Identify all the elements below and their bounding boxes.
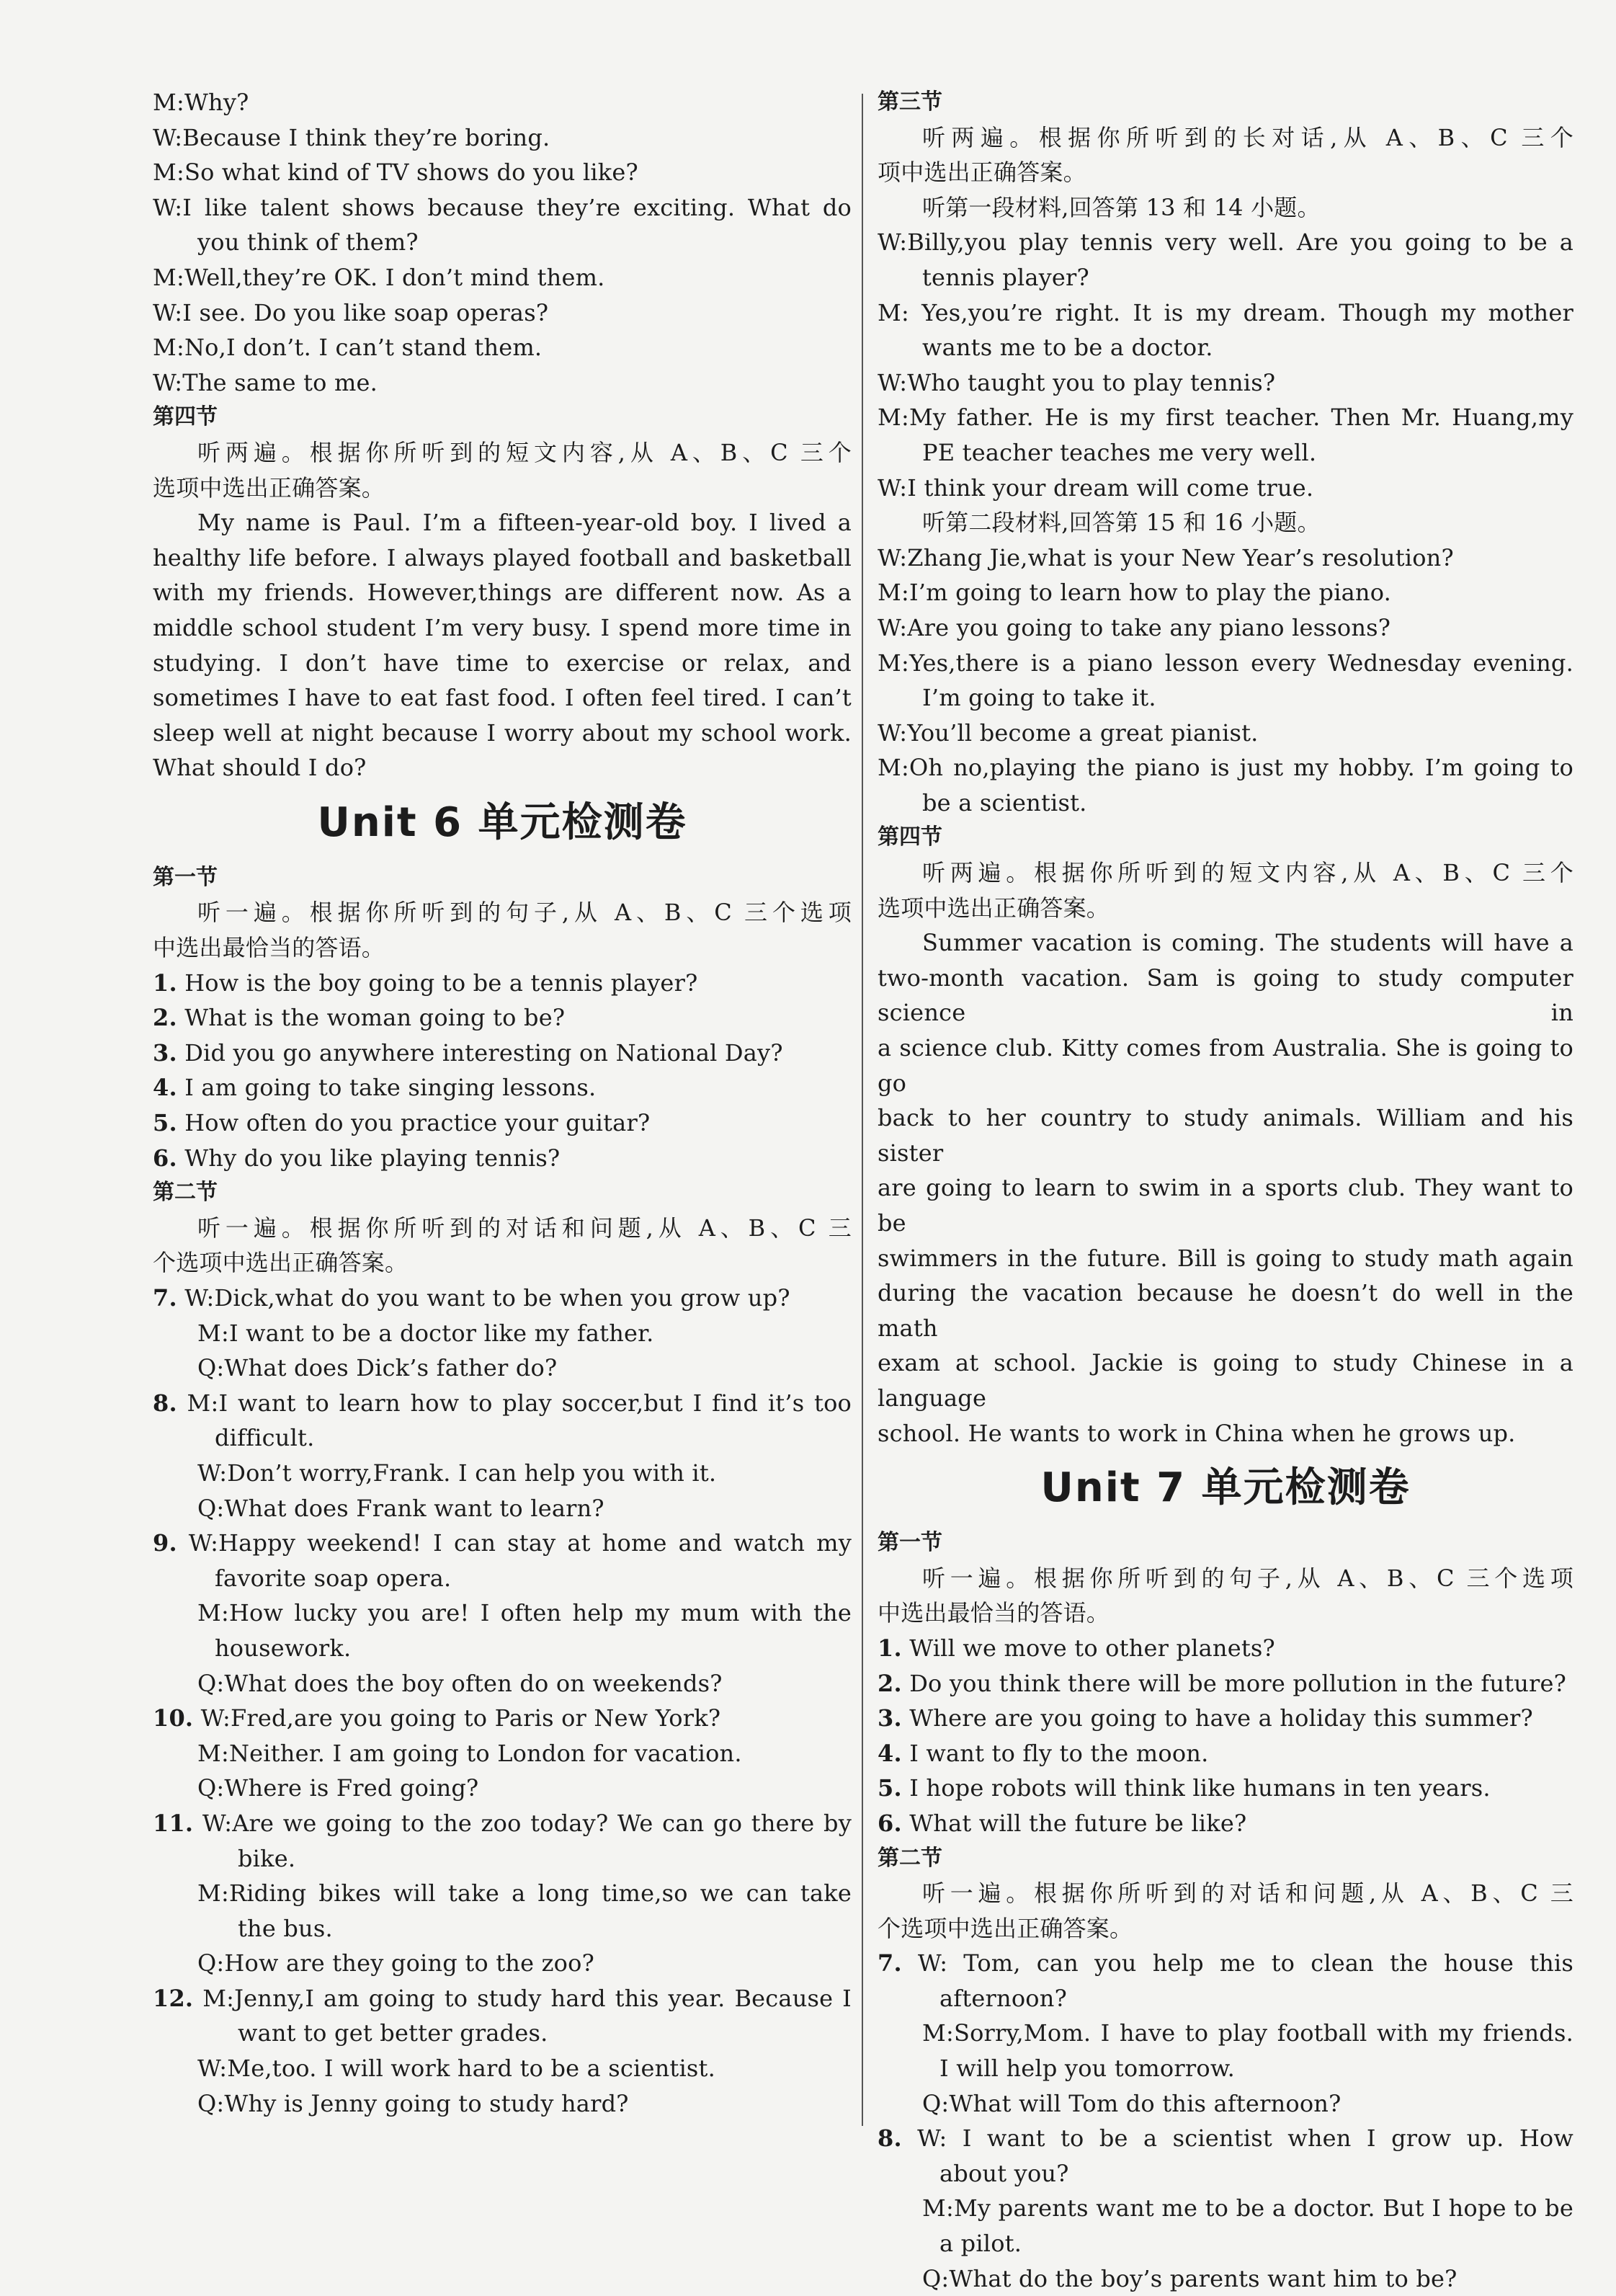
text-line: 听第二段材料,回答第 15 和 16 小题。	[922, 509, 1321, 537]
text-line: about you?	[939, 2159, 1069, 2187]
text-line: want to get better grades.	[238, 2019, 548, 2047]
text-line: 听一遍。根据你所听到的句子,从 A、B、C 三个选项	[197, 899, 852, 927]
text-line: tennis player?	[922, 263, 1089, 291]
numbered-item	[878, 1946, 1573, 1981]
numbered-item	[153, 1701, 852, 1736]
text-line: W:Zhang Jie,what is your New Year’s resolution?	[878, 543, 1454, 571]
item-text: What is the woman going to be?	[184, 1004, 566, 1032]
item-number: 7.	[153, 1284, 177, 1312]
numbered-item	[153, 1141, 852, 1176]
item-text: W: Tom, can you help me to clean the house this	[917, 1949, 1573, 1977]
item-number: 5.	[153, 1109, 177, 1137]
item-number: 12.	[153, 1984, 194, 2012]
item-number: 4.	[153, 1074, 177, 1102]
text-line: Q:What does Frank want to learn?	[197, 1494, 604, 1522]
text-line: M:Oh no,playing the piano is just my hobby. I’m going to	[878, 754, 1573, 782]
text-line: M: Yes,you’re right. It is my dream. Though my mother	[878, 298, 1573, 326]
unit-heading: Unit 7 单元检测卷	[1040, 1464, 1411, 1512]
text-line: sometimes I have to eat fast food. I often feel tired. I can’t	[153, 684, 852, 712]
numbered-item	[153, 1386, 852, 1421]
text-line: W:Billy,you play tennis very well. Are you going to be a	[878, 228, 1573, 257]
text-line: with my friends. However,things are different now. As a	[153, 579, 852, 607]
section-heading: 第二节	[153, 1180, 218, 1206]
text-line: Q:What will Tom do this afternoon?	[922, 2089, 1342, 2117]
numbered-item	[153, 966, 852, 1001]
numbered-item	[153, 1526, 852, 1561]
text-line: Q:What does the boy often do on weekends?	[197, 1669, 723, 1697]
text-line: a science club. Kitty comes from Australia. She is going to go	[878, 1034, 1573, 1097]
numbered-item	[878, 1631, 1573, 1666]
item-text: Will we move to other planets?	[909, 1634, 1275, 1662]
text-line: middle school student I’m very busy. I spend more time in	[153, 613, 852, 641]
text-line: My name is Paul. I’m a fifteen-year-old boy. I lived a	[197, 509, 852, 537]
text-line: M:I’m going to learn how to play the piano.	[878, 579, 1391, 607]
section-heading: 第二节	[878, 1845, 942, 1871]
text-line: M:Yes,there is a piano lesson every Wednesday evening.	[878, 649, 1573, 677]
text-line: M:My parents want me to be a doctor. But I hope to be	[922, 2194, 1573, 2222]
section-heading: 第一节	[153, 864, 218, 890]
item-text: How is the boy going to be a tennis player?	[184, 969, 698, 997]
item-text: Why do you like playing tennis?	[184, 1144, 561, 1172]
item-number: 7.	[878, 1949, 902, 1977]
text-line: W:I think your dream will come true.	[878, 473, 1314, 502]
text-line: a pilot.	[939, 2230, 1022, 2258]
item-number: 9.	[153, 1529, 177, 1557]
text-line: W:I like talent shows because they’re exciting. What do	[153, 193, 852, 221]
text-line: be a scientist.	[922, 788, 1087, 816]
item-number: 2.	[878, 1669, 902, 1697]
numbered-item	[878, 1666, 1573, 1701]
numbered-item	[153, 1281, 852, 1316]
item-text: W:Dick,what do you want to be when you grow up?	[184, 1284, 790, 1312]
text-line: back to her country to study animals. William and his sister	[878, 1104, 1573, 1167]
text-line: W:You’ll become a great pianist.	[878, 718, 1259, 747]
text-line: M:How lucky you are! I often help my mum with the	[197, 1599, 852, 1627]
item-text: I want to fly to the moon.	[909, 1739, 1209, 1767]
numbered-item	[153, 1105, 852, 1141]
text-line: M:Sorry,Mom. I have to play football with my friends.	[922, 2019, 1573, 2047]
item-number: 4.	[878, 1739, 902, 1767]
text-line: PE teacher teaches me very well.	[922, 438, 1317, 466]
text-line: 选项中选出正确答案。	[153, 473, 385, 502]
numbered-item	[153, 1070, 852, 1105]
unit-heading: Unit 6 单元检测卷	[317, 798, 687, 846]
item-text: M:I want to learn how to play soccer,but I find it’s too	[187, 1389, 852, 1417]
text-line: M:My father. He is my first teacher. Then Mr. Huang,my	[878, 404, 1573, 432]
item-text: I am going to take singing lessons.	[184, 1074, 597, 1102]
text-line: sleep well at night because I worry about my school work.	[153, 718, 852, 747]
text-line: M:Well,they’re OK. I don’t mind them.	[153, 263, 605, 291]
text-line: Q:Why is Jenny going to study hard?	[197, 2089, 629, 2117]
text-line: W:Don’t worry,Frank. I can help you with it.	[197, 1459, 717, 1487]
text-line: exam at school. Jackie is going to study Chinese in a language	[878, 1349, 1573, 1412]
text-line: two-month vacation. Sam is going to study computer science in	[878, 964, 1573, 1027]
item-number: 6.	[153, 1144, 177, 1172]
text-line: Q:Where is Fred going?	[197, 1774, 479, 1802]
item-number: 1.	[153, 969, 177, 997]
text-line: W:Me,too. I will work hard to be a scientist.	[197, 2055, 715, 2083]
numbered-item	[878, 2121, 1573, 2156]
item-text: How often do you practice your guitar?	[184, 1109, 651, 1137]
left-column	[153, 85, 852, 2121]
item-number: 3.	[878, 1704, 902, 1732]
section-heading: 第三节	[878, 89, 942, 115]
text-line: healthy life before. I always played football and basketball	[153, 543, 852, 571]
item-text: W:Happy weekend! I can stay at home and watch my	[188, 1529, 852, 1557]
item-text: I hope robots will think like humans in ten years.	[909, 1774, 1491, 1802]
item-text: M:Jenny,I am going to study hard this year. Because I	[202, 1984, 852, 2012]
numbered-item	[878, 1771, 1573, 1806]
item-number: 1.	[878, 1634, 902, 1662]
text-line: M:So what kind of TV shows do you like?	[153, 159, 638, 187]
text-line: 听两遍。根据你所听到的长对话,从 A、B、C 三个	[922, 123, 1573, 151]
text-line: W:Are you going to take any piano lessons?	[878, 613, 1391, 641]
text-line: 中选出最恰当的答语。	[153, 934, 385, 962]
text-line: afternoon?	[939, 1984, 1067, 2012]
numbered-item	[153, 1981, 852, 2016]
text-line: W:I see. Do you like soap operas?	[153, 298, 549, 326]
item-number: 8.	[878, 2124, 902, 2153]
text-line: wants me to be a doctor.	[922, 334, 1213, 362]
text-line: W:The same to me.	[153, 368, 378, 396]
item-text: W: I want to be a scientist when I grow up. How	[917, 2124, 1573, 2153]
text-line: M:No,I don’t. I can’t stand them.	[153, 334, 543, 362]
text-line: I’m going to take it.	[922, 684, 1156, 712]
text-line: the bus.	[238, 1914, 333, 1942]
text-line: bike.	[238, 1844, 296, 1872]
item-number: 10.	[153, 1704, 194, 1732]
text-line: swimmers in the future. Bill is going to study math again	[878, 1244, 1573, 1272]
text-line: 听两遍。根据你所听到的短文内容,从 A、B、C 三个	[197, 438, 852, 466]
text-line: W:Who taught you to play tennis?	[878, 368, 1276, 396]
text-line: 听第一段材料,回答第 13 和 14 小题。	[922, 193, 1321, 221]
item-number: 3.	[153, 1038, 177, 1067]
text-line: 听一遍。根据你所听到的对话和问题,从 A、B、C 三	[197, 1214, 852, 1242]
section-heading: 第四节	[153, 404, 218, 430]
text-line: difficult.	[215, 1424, 315, 1452]
text-line: school. He wants to work in China when he grows up.	[878, 1419, 1516, 1447]
item-text: Where are you going to have a holiday this summer?	[909, 1704, 1533, 1732]
text-line: 听一遍。根据你所听到的句子,从 A、B、C 三个选项	[922, 1564, 1573, 1592]
text-line: 个选项中选出正确答案。	[153, 1249, 409, 1277]
item-number: 5.	[878, 1774, 902, 1802]
text-line: M:Neither. I am going to London for vacation.	[197, 1739, 742, 1767]
numbered-item	[153, 1806, 852, 1841]
text-line: Q:How are they going to the zoo?	[197, 1949, 594, 1977]
text-line: studying. I don’t have time to exercise or relax, and	[153, 649, 852, 677]
text-line: 听一遍。根据你所听到的对话和问题,从 A、B、C 三	[922, 1879, 1573, 1908]
text-line: 项中选出正确答案。	[878, 159, 1086, 187]
item-text: W:Are we going to the zoo today? We can go there by	[202, 1809, 852, 1837]
text-line: 中选出最恰当的答语。	[878, 1599, 1110, 1627]
numbered-item	[153, 1000, 852, 1036]
text-line: during the vacation because he doesn’t do well in the math	[878, 1279, 1573, 1342]
item-number: 11.	[153, 1809, 194, 1837]
text-line: W:Because I think they’re boring.	[153, 123, 550, 151]
text-line: Q:What do the boy’s parents want him to be?	[922, 2264, 1457, 2292]
item-number: 8.	[153, 1389, 177, 1417]
item-number: 2.	[153, 1004, 177, 1032]
text-line: M:Why?	[153, 89, 249, 116]
text-line: What should I do?	[153, 754, 367, 782]
item-text: W:Fred,are you going to Paris or New York?	[200, 1704, 721, 1732]
text-line: M:I want to be a doctor like my father.	[197, 1319, 654, 1347]
text-line: housework.	[215, 1634, 352, 1662]
item-number: 6.	[878, 1809, 902, 1837]
text-line: M:Riding bikes will take a long time,so we can take	[197, 1879, 852, 1908]
numbered-item	[878, 1806, 1573, 1841]
text-line: 选项中选出正确答案。	[878, 894, 1110, 922]
item-text: Did you go anywhere interesting on National Day?	[184, 1038, 783, 1067]
text-line: 听两遍。根据你所听到的短文内容,从 A、B、C 三个	[922, 859, 1573, 887]
text-line: 个选项中选出正确答案。	[878, 1914, 1133, 1942]
numbered-item	[878, 1736, 1573, 1771]
section-heading: 第一节	[878, 1530, 942, 1556]
numbered-item	[878, 1701, 1573, 1736]
text-line: are going to learn to swim in a sports club. They want to be	[878, 1174, 1573, 1237]
item-text: What will the future be like?	[909, 1809, 1247, 1837]
text-line: Summer vacation is coming. The students will have a	[922, 929, 1573, 957]
item-text: Do you think there will be more pollution in the future?	[909, 1669, 1567, 1697]
text-line: Q:What does Dick’s father do?	[197, 1354, 558, 1382]
right-column	[878, 85, 1573, 2296]
text-line: I will help you tomorrow.	[939, 2055, 1235, 2083]
text-line: you think of them?	[197, 228, 419, 257]
text-line: favorite soap opera.	[215, 1564, 452, 1592]
section-heading: 第四节	[878, 824, 942, 850]
numbered-item	[153, 1036, 852, 1071]
column-divider	[862, 94, 863, 2126]
